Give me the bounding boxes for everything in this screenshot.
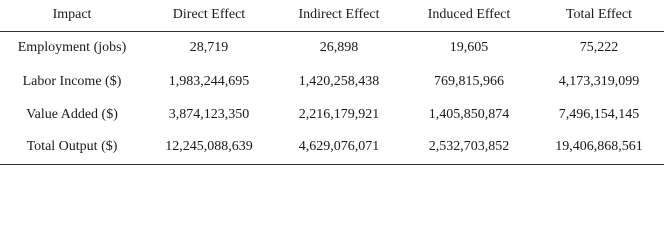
table-row: [0, 131, 664, 164]
table-cell: 75,222: [579, 40, 619, 56]
row-label: Value Added ($): [26, 106, 118, 122]
header-indirect-effect: Indirect Effect: [274, 0, 404, 31]
table-row: [0, 65, 664, 98]
table-header-row: [0, 0, 664, 31]
header-induced-effect: Induced Effect: [404, 0, 534, 31]
header-direct-effect: Direct Effect: [144, 0, 274, 31]
table-cell: 12,245,088,639: [144, 131, 274, 164]
table-cell: 28,719: [189, 40, 229, 56]
table-row: [0, 31, 664, 65]
table-cell: 2,532,703,852: [404, 131, 534, 164]
table-cell: 3,874,123,350: [168, 106, 250, 122]
table-cell: 1,405,850,874: [428, 106, 510, 122]
table-cell: 26,898: [319, 40, 359, 56]
table-cell: 1,983,244,695: [168, 73, 250, 89]
row-label: Employment (jobs): [17, 40, 127, 56]
row-label: Total Output ($): [0, 131, 144, 164]
table-cell: 769,815,966: [434, 73, 504, 89]
row-label: Labor Income ($): [22, 73, 122, 89]
table-cell: 19,605: [449, 40, 489, 56]
header-total-effect: Total Effect: [534, 0, 664, 31]
table-cell: 4,173,319,099: [558, 73, 640, 89]
table-row: [0, 98, 664, 131]
table-cell: 1,420,258,438: [298, 73, 380, 89]
table-cell: 2,216,179,921: [298, 106, 380, 122]
table-cell: 4,629,076,071: [274, 131, 404, 164]
header-impact: Impact: [0, 0, 144, 31]
table-cell: 19,406,868,561: [534, 131, 664, 164]
table-cell: 7,496,154,145: [558, 106, 640, 122]
